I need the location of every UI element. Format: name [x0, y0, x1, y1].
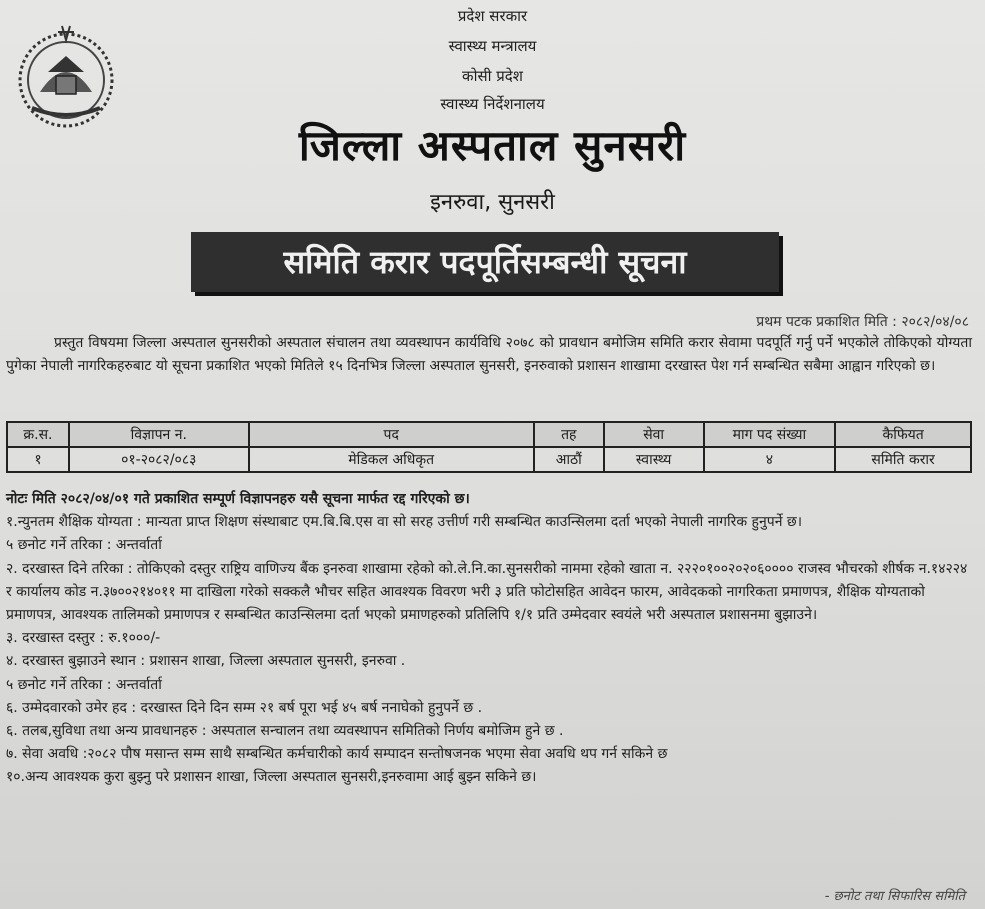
- cell-sn: १: [7, 447, 69, 472]
- header-line-2: स्वास्थ्य मन्त्रालय: [448, 37, 537, 55]
- note-submission-place: ४. दरखास्त बुझाउने स्थान : प्रशासन शाखा, जिल्ला अस्पताल सुनसरी, इनरुवा .: [6, 653, 406, 670]
- header-line-1: प्रदेश सरकार: [457, 7, 528, 25]
- note-application-method: २. दरखास्त दिने तरिका : तोकिएको दस्तुर राष्ट्रिय वाणिज्य बैंक इनरुवा शाखामा रहेको को.ले.नि.का.सुनसरीको नाममा रहेको खाता न. २२२०१००२०२०६०००० राजस्व भौचरको शीर्षक न.१४२२४ र कार्यालय कोड न.३७००२१४०११ मा दाखिला गरेको सक्कलै भौचर सहित आवश्यक विवरण भरी ३ प्रति फोटोसहित आवेदन फारम, आवेदकको नागरिकता प्रमाणपत्र, शैक्षिक योग्यताको प्रमाणपत्र, आवश्यक तालिमको प्रमाणपत्र र सम्बन्धित काउन्सिलमा दर्ता भएको प्रमाणहरुको प्रतिलिपि १/१ प्रति उम्मेदवार स्वयंले भरी अस्पताल प्रशासनमा बुझाउने।: [6, 560, 968, 624]
- col-header-count: माग पद संख्या: [704, 422, 836, 447]
- note-service-period: ७. सेवा अवधि :२०८२ पौष मसान्त सम्म साथै सम्बन्धित कर्मचारीको कार्य सम्पादन सन्तोषजनक भएमा सेवा अवधि थप गर्न सकिने छ: [6, 746, 668, 763]
- cancellation-note: नोटः मिति २०८२/०४/०१ गते प्रकाशित सम्पूर्ण विज्ञापनहरु यसै सूचना मार्फत रद्द गरिएको छ।: [6, 491, 470, 507]
- col-header-sn: क्र.स.: [7, 422, 69, 447]
- cell-ad-no: ०१-२०८२/०८३: [69, 447, 249, 472]
- location-subtitle: इनरुवा, सुनसरी: [430, 190, 555, 215]
- table-row: [7, 447, 971, 472]
- notice-banner: समिति करार पदपूर्तिसम्बन्धी सूचना: [191, 232, 779, 292]
- header-line-3: कोसी प्रदेश: [462, 67, 523, 85]
- table-header-row: [7, 422, 971, 447]
- note-selection-method-a: ५ छनोट गर्ने तरिका : अन्तर्वार्ता: [6, 537, 162, 554]
- note-selection-method: ५ छनोट गर्ने तरिका : अन्तर्वार्ता: [6, 676, 162, 693]
- vacancy-table: [6, 421, 972, 473]
- intro-paragraph: प्रस्तुत विषयमा जिल्ला अस्पताल सुनसरीको अस्पताल संचालन तथा व्यवस्थापन कार्यविधि २०७८ को प्रावधान बमोजिम समिति करार सेवामा पदपूर्ति गर्नु पर्ने भएकोले तोकिएको योग्यता पुगेका नेपाली नागरिकहरुबाट यो सूचना प्रकाशित भएको मितिले १५ दिनभित्र जिल्ला अस्पताल सुनसरी, इनरुवाको प्रशासन शाखामा दरखास्त पेश गर्न सम्बन्धित सबैमा आह्वान गरिएको छ।: [6, 335, 972, 374]
- cell-post: मेडिकल अधिकृत: [249, 447, 534, 472]
- note-qualification: १.न्युनतम शैक्षिक योग्यता : मान्यता प्राप्त शिक्षण संस्थाबाट एम.बि.बि.एस वा सो सरह उत्तीर्ण गरी सम्बन्धित काउन्सिलमा दर्ता भएको नेपाली नागरिक हुनुपर्ने छ।: [6, 514, 803, 531]
- cell-remarks: समिति करार: [835, 447, 971, 472]
- col-header-remarks: कैफियत: [835, 422, 971, 447]
- published-date: प्रथम पटक प्रकाशित मिति : २०८२/०४/०८: [756, 314, 969, 330]
- notes-section: [6, 488, 976, 790]
- col-header-ad-no: विज्ञापन न.: [69, 422, 249, 447]
- committee-signature: - छनोट तथा सिफारिस समिति: [824, 889, 965, 904]
- note-application-fee: ३. दरखास्त दस्तुर : रु.१०००/-: [6, 630, 161, 647]
- cell-count: ४: [704, 447, 836, 472]
- note-salary: ६. तलब,सुविधा तथा अन्य प्रावधानहरु : अस्पताल सन्चालन तथा व्यवस्थापन समितिको निर्णय बमोजिम हुने छ .: [6, 723, 564, 740]
- col-header-service: सेवा: [604, 422, 704, 447]
- note-other-info: १०.अन्य आवश्यक कुरा बुझ्नु परे प्रशासन शाखा, जिल्ला अस्पताल सुनसरी,इनरुवामा आई बुझ्न सकिने छ।: [6, 769, 537, 786]
- page-title: जिल्ला अस्पताल सुनसरी: [298, 121, 687, 170]
- note-age-limit: ६. उम्मेदवारको उमेर हद : दरखास्त दिने दिन सम्म २१ बर्ष पूरा भई ४५ बर्ष ननाघेको हुनुपर्ने छ .: [6, 699, 483, 716]
- col-header-post: पद: [249, 422, 534, 447]
- cell-level: आठौं: [534, 447, 604, 472]
- cell-service: स्वास्थ्य: [604, 447, 704, 472]
- col-header-level: तह: [534, 422, 604, 447]
- header-line-4: स्वास्थ्य निर्देशनालय: [440, 95, 545, 113]
